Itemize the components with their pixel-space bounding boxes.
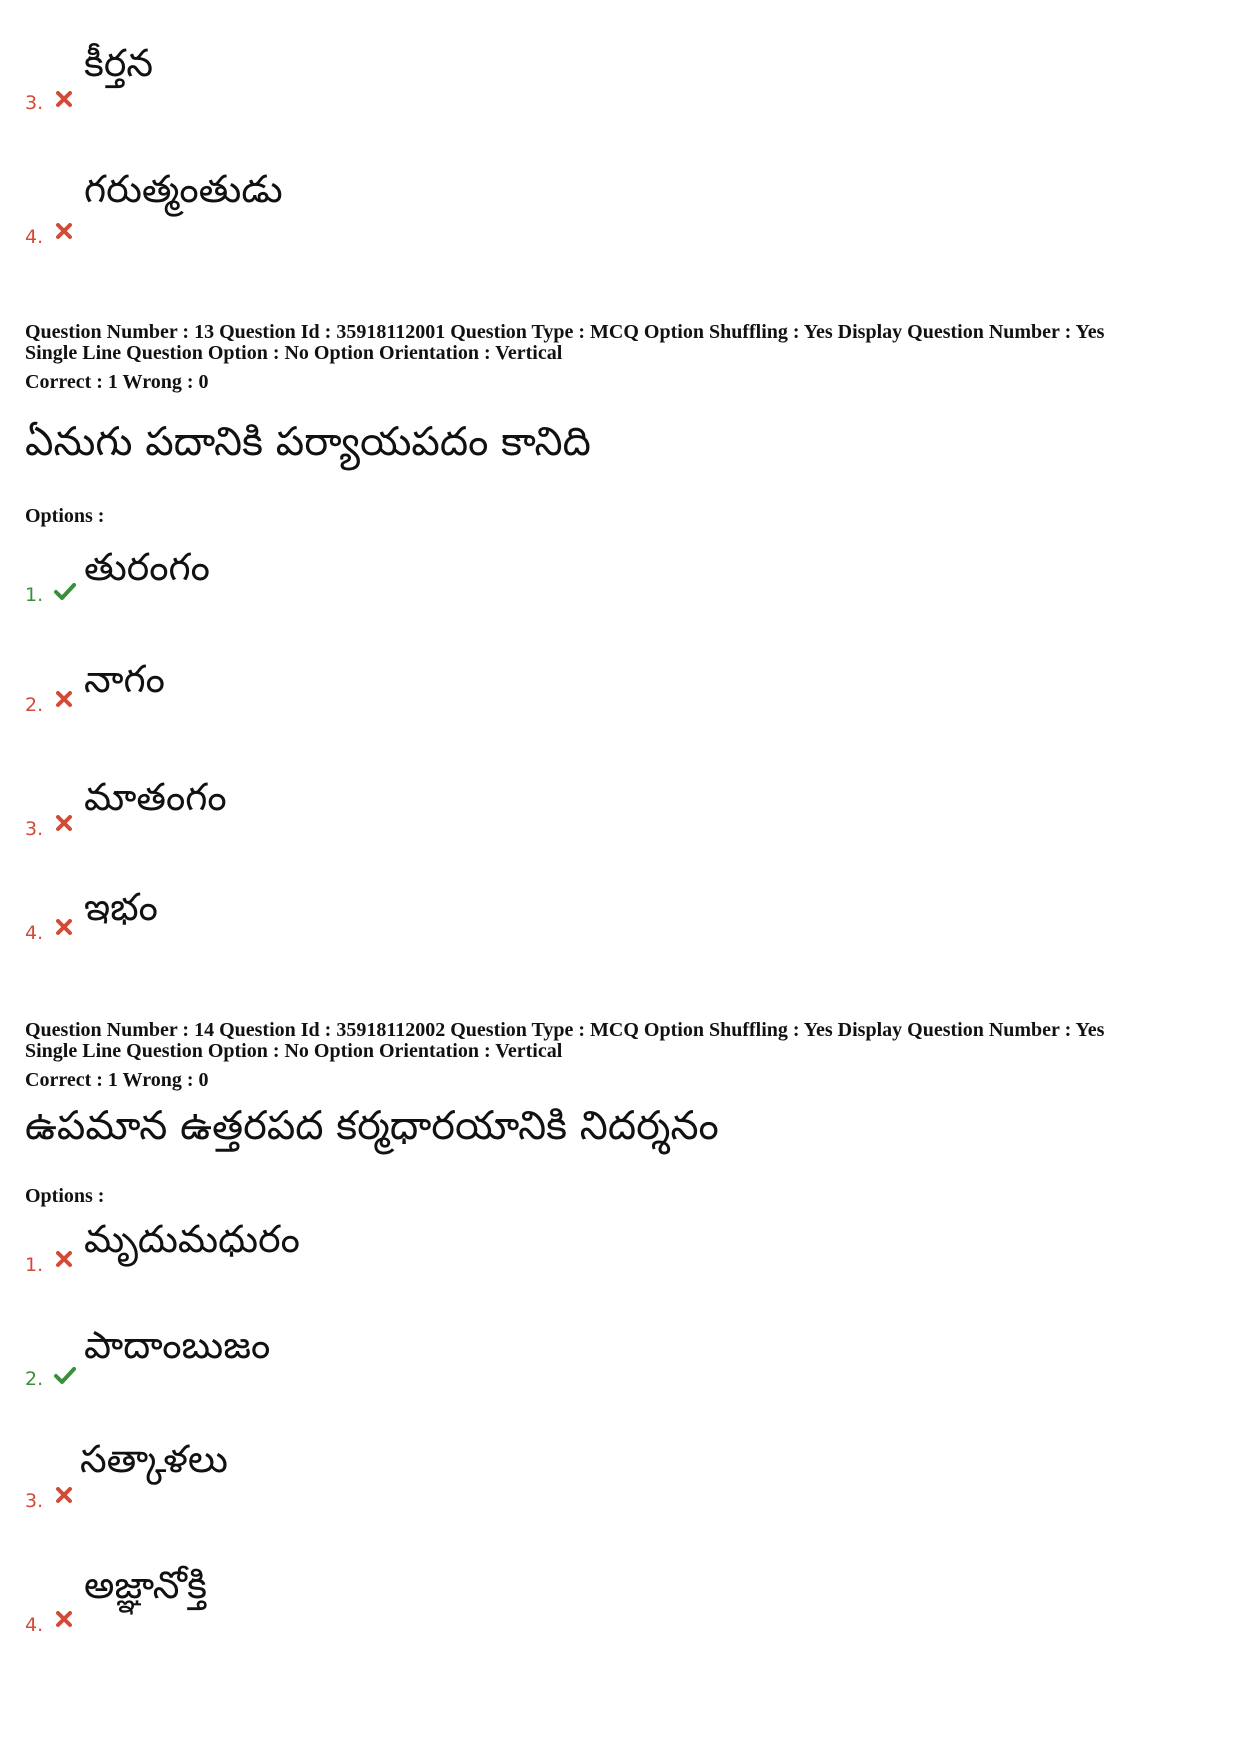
- question-meta-line1: Question Number : 13 Question Id : 35918112001 Question Type : MCQ Option Shuffling : Yes Display Question Number : Yes: [25, 321, 1105, 343]
- option-number: 3.: [25, 1490, 44, 1512]
- cross-icon: [55, 1250, 73, 1268]
- cross-icon: [55, 222, 73, 240]
- option-number: 2.: [25, 1368, 44, 1390]
- check-icon: [54, 1366, 76, 1384]
- cross-icon: [55, 1486, 73, 1504]
- question-meta-line1: Question Number : 14 Question Id : 35918112002 Question Type : MCQ Option Shuffling : Yes Display Question Number : Yes: [25, 1019, 1105, 1041]
- options-label: Options :: [25, 1185, 105, 1207]
- option-number: 4.: [25, 226, 44, 248]
- option-text: మాతంగం: [84, 775, 227, 819]
- question-meta-line2: Single Line Question Option : No Option Orientation : Vertical: [25, 1040, 563, 1062]
- cross-icon: [55, 690, 73, 708]
- cross-icon: [55, 814, 73, 832]
- option-number: 3.: [25, 92, 44, 114]
- option-text: తురంగం: [84, 545, 210, 589]
- option-number: 4.: [25, 922, 44, 944]
- option-number: 2.: [25, 694, 44, 716]
- question-marks: Correct : 1 Wrong : 0: [25, 1069, 209, 1091]
- cross-icon: [55, 90, 73, 108]
- option-text: పాదాంబుజం: [84, 1323, 271, 1367]
- option-text: ఇభం: [84, 885, 158, 929]
- cross-icon: [55, 918, 73, 936]
- option-number: 1.: [25, 1254, 44, 1276]
- cross-icon: [55, 1610, 73, 1628]
- option-text: అజ్ఞానోక్తి: [84, 1563, 207, 1607]
- question-text: ఏనుగు పదానికి పర్యాయపదం కానిది: [25, 419, 591, 465]
- option-text: కీర్తన: [84, 41, 154, 85]
- option-text: మృదుమధురం: [84, 1217, 300, 1261]
- option-text: సత్కాళలు: [80, 1437, 228, 1481]
- question-marks: Correct : 1 Wrong : 0: [25, 371, 209, 393]
- question-meta: [25, 322, 1104, 364]
- question-meta: [25, 1020, 1104, 1062]
- option-number: 1.: [25, 584, 44, 606]
- option-text: గరుత్మంతుడు: [84, 167, 283, 211]
- check-icon: [54, 582, 76, 600]
- option-text: నాగం: [84, 657, 165, 701]
- option-number: 3.: [25, 818, 44, 840]
- option-number: 4.: [25, 1614, 44, 1636]
- options-label: Options :: [25, 505, 105, 527]
- question-meta-line2: Single Line Question Option : No Option Orientation : Vertical: [25, 342, 563, 364]
- question-text: ఉపమాన ఉత్తరపద కర్మధారయానికి నిదర్శనం: [25, 1103, 719, 1149]
